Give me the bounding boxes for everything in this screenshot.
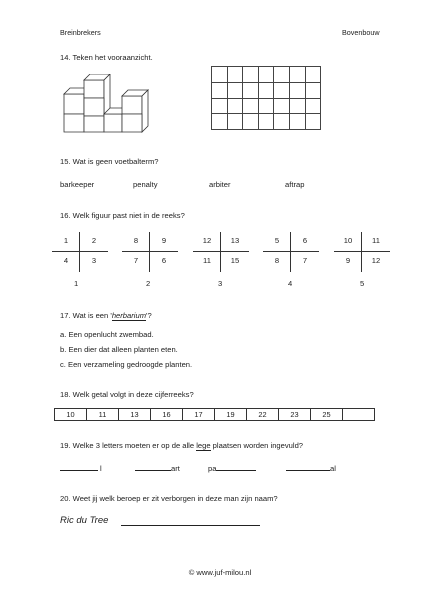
option-barkeeper: barkeeper [60,180,95,189]
question-18-title: 18. Welk getal volgt in deze cijferreeks? [60,390,194,399]
number-cross-3: 12 13 11 15 [193,232,249,272]
figure-label-1: 1 [74,279,79,288]
option-aftrap: aftrap [285,180,305,189]
option-penalty: penalty [133,180,158,189]
blank-item-2[interactable]: art [135,462,180,473]
question-20-title: 20. Weet jij welk beroep er zit verborgen in deze man zijn naam? [60,494,278,503]
option-c: c. Een verzameling gedroogde planten. [60,360,193,369]
cube-stack-figure [58,74,154,136]
blank-line [216,462,256,471]
blank-item-3[interactable]: pa [208,462,256,473]
figure-label-4: 4 [288,279,293,288]
number-sequence [54,408,375,421]
sequence-cell: 19 [215,409,247,420]
option-b: b. Een dier dat alleen planten eten. [60,345,178,354]
blank-line [135,462,171,471]
drawing-grid[interactable] [211,66,321,130]
figure-label-3: 3 [218,279,223,288]
footer-text: © www.juf-milou.nl [188,568,252,577]
question-19-title: 19. Welke 3 letters moeten er op de alle lege plaatsen worden ingevuld? [60,441,304,450]
sequence-cell: 10 [55,409,87,420]
word-lege: lege [196,441,211,450]
sequence-cell: 11 [87,409,119,420]
number-cross-4: 5 6 8 7 [263,232,319,272]
sequence-answer-cell[interactable] [343,409,374,420]
sequence-cell: 23 [279,409,311,420]
sequence-cell: 25 [311,409,343,420]
header-left: Breinbrekers [60,28,101,37]
figure-label-5: 5 [360,279,365,288]
blank-item-1[interactable]: l [60,462,102,473]
sequence-cell: 16 [151,409,183,420]
blank-item-4[interactable]: al [286,462,336,473]
sequence-cell: 22 [247,409,279,420]
question-14-title: 14. Teken het vooraanzicht. [60,53,153,62]
term-herbarium: herbarium [111,311,147,320]
answer-line[interactable] [121,525,260,526]
option-a: a. Een openlucht zwembad. [60,330,154,339]
sequence-cell: 17 [183,409,215,420]
figure-label-2: 2 [146,279,151,288]
option-arbiter: arbiter [209,180,231,189]
number-cross-5: 10 11 9 12 [334,232,390,272]
number-cross-1: 1 2 4 3 [52,232,108,272]
blank-line [60,462,98,471]
hidden-name: Ric du Tree [60,515,109,526]
header-right: Bovenbouw [342,28,380,37]
blank-line [286,462,330,471]
sequence-cell: 13 [119,409,151,420]
question-16-title: 16. Welk figuur past niet in de reeks? [60,211,185,220]
number-cross-2: 8 9 7 6 [122,232,178,272]
question-17-title: 17. Wat is een 'herbarium'? [60,311,152,320]
question-15-title: 15. Wat is geen voetbalterm? [60,157,159,166]
